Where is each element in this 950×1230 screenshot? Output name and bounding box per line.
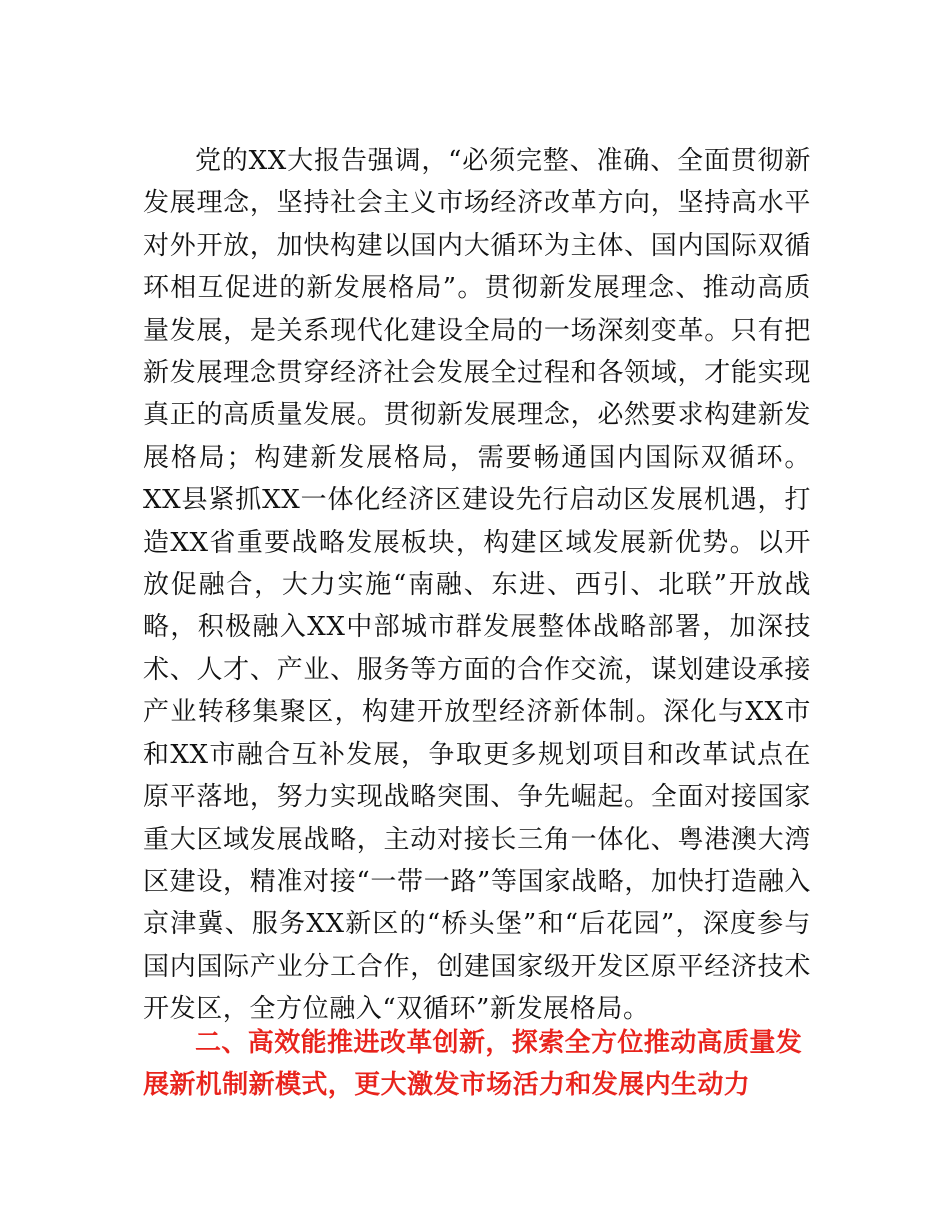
section-heading: 二、高效能推进改革创新，探索全方位推动高质量发展新机制新模式，更大激发市场活力和发展内生动力 (143, 1028, 803, 1100)
body-paragraph: 党的XX大报告强调，“必须完整、准确、全面贯彻新发展理念，坚持社会主义市场经济改革方向，坚持高水平对外开放，加快构建以国内大循环为主体、国内国际双循环相互促进的新发展格局”。贯彻新发展理念、推动高质量发展，是关系现代化建设全局的一场深刻变革。只有把新发展理念贯穿经济社会发展全过程和各领域，才能实现真正的高质量发展。贯彻新发展理念，必然要求构建新发展格局；构建新发展格局，需要畅通国内国际双循环。XX县紧抓XX一体化经济区建设先行启动区发展机遇，打造XX省重要战略发展板块，构建区域发展新优势。以开放促融合，大力实施“南融、东进、西引、北联”开放战略，积极融入XX中部城市群发展整体战略部署，加深技术、人才、产业、服务等方面的合作交流，谋划建设承接产业转移集聚区，构建开放型经济新体制。深化与XX市和XX市融合互补发展，争取更多规划项目和改革试点在原平落地，努力实现战略突围、争先崛起。全面对接国家重大区域发展战略，主动对接长三角一体化、粤港澳大湾区建设，精准对接“一带一路”等国家战略，加快打造融入京津冀、服务XX新区的“桥头堡”和“后花园”，深度参与国内国际产业分工合作，创建国家级开发区原平经济技术开发区，全方位融入“双循环”新发展格局。 (143, 146, 811, 1025)
